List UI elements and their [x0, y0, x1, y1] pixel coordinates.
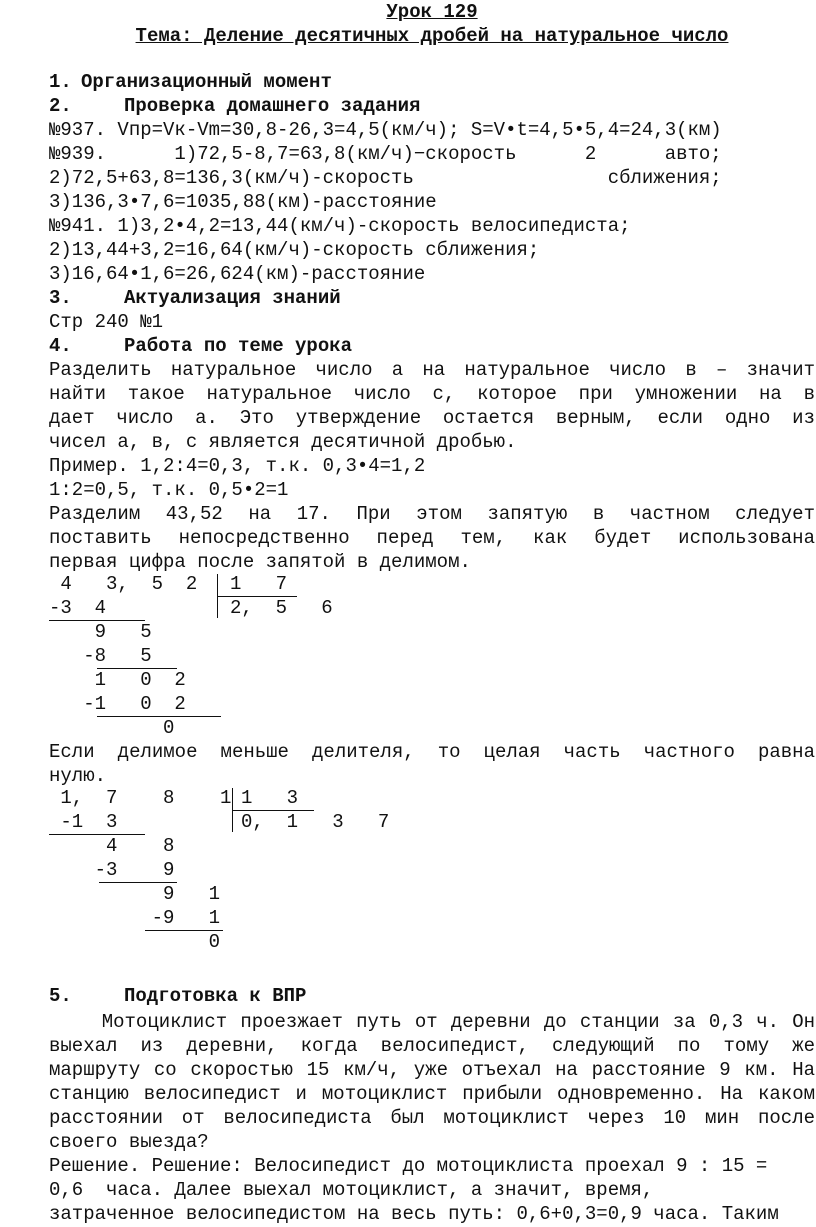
division-row: -3 4	[49, 597, 107, 619]
division-row: -1 0 2	[49, 693, 186, 715]
theory-line: Пример. 1,2:4=0,3, т.к. 0,3•4=1,2	[49, 455, 426, 477]
section-number: 4.	[49, 335, 72, 357]
quotient: 2, 5 6	[230, 597, 333, 619]
homework-line: 3)16,64•1,6=26,624(км)-расстояние	[49, 263, 426, 285]
theory-line: первая цифра после запятой в делимом.	[49, 551, 471, 573]
subtraction-line	[97, 668, 177, 669]
division-row: 4 3, 5 2	[49, 573, 198, 595]
divisor: 1 7	[230, 573, 288, 595]
subtraction-line	[97, 716, 221, 717]
section-label: Актуализация знаний	[124, 287, 341, 309]
subtraction-line	[49, 620, 145, 621]
lesson-topic: Тема: Деление десятичных дробей на натуральное число	[135, 25, 729, 47]
section-number: 2.	[49, 95, 72, 117]
division-row: 0	[49, 717, 175, 739]
solution-line: затраченное велосипедистом на весь путь: 0,6+0,3=0,9 часа. Таким	[49, 1203, 779, 1225]
theory-line: Разделить натуральное число а на натуральное число в – значит	[49, 359, 815, 381]
division-row: -3 9	[49, 859, 175, 881]
task-line: расстоянии от велосипедиста был мотоциклист через 10 мин после	[49, 1107, 815, 1129]
long-division-1	[49, 572, 349, 742]
division-row: 9 1	[49, 883, 221, 905]
division-row: 0	[49, 931, 221, 953]
division-row: 1, 7 8 1	[49, 787, 232, 809]
note-line: Если делимое меньше делителя, то целая часть частного равна	[49, 741, 815, 763]
division-row: -8 5	[49, 645, 152, 667]
theory-line: 1:2=0,5, т.к. 0,5•2=1	[49, 479, 289, 501]
division-bracket-horizontal	[217, 596, 297, 597]
section-label: Организационный момент	[81, 71, 332, 93]
section-number: 1.	[49, 71, 72, 93]
subtraction-line	[49, 834, 145, 835]
theory-line: чисел а, в, с является десятичной дробью.	[49, 431, 517, 453]
homework-line: 2)13,44+3,2=16,64(км/ч)-скорость сближения;	[49, 239, 540, 261]
homework-line: №941. 1)3,2•4,2=13,44(км/ч)-скорость велосипедиста;	[49, 215, 631, 237]
theory-line: поставить непосредственно перед тем, как будет использована	[49, 527, 815, 549]
note-line: нулю.	[49, 765, 107, 787]
quotient: 0, 1 3 7	[241, 811, 390, 833]
task-line: своего выезда?	[49, 1131, 209, 1153]
subtraction-line	[99, 882, 177, 883]
section-label: Работа по теме урока	[124, 335, 353, 357]
division-bracket-horizontal	[232, 810, 314, 811]
section-2-heading	[49, 94, 815, 118]
section-1-heading	[49, 70, 815, 94]
section-label: Подготовка к ВПР	[124, 985, 307, 1007]
theory-line: найти такое натуральное число с, которое при умножении на в	[49, 383, 815, 405]
long-division-2	[49, 786, 409, 956]
homework-line: №939. 1)72,5-8,7=63,8(км/ч)−скорость 2 авто;	[49, 143, 722, 165]
actualization-text: Стр 240 №1	[49, 311, 164, 333]
task-line: станцию велосипедист и мотоциклист прибыли одновременно. На каком	[49, 1083, 815, 1105]
division-row: -1 3	[49, 811, 118, 833]
task-line: Мотоциклист проезжает путь от деревни до станции за 0,3 ч. Он	[49, 1011, 815, 1033]
solution-line: Решение. Решение: Велосипедист до мотоциклиста проехал 9 : 15 =	[49, 1155, 768, 1177]
section-5-heading	[49, 984, 815, 1008]
section-number: 5.	[49, 985, 72, 1007]
lesson-title: Урок 129	[386, 1, 478, 23]
homework-line: №937. Vпр=Vк-Vm=30,8-26,3=4,5(км/ч); S=V•t=4,5•5,4=24,3(км)	[49, 119, 722, 141]
task-line: выехал из деревни, когда велосипедист, следующий по тому же	[49, 1035, 815, 1057]
section-3-heading	[49, 286, 815, 310]
division-row: 1 0 2	[49, 669, 186, 691]
task-line: маршруту со скоростью 15 км/ч, уже отъехал на расстояние 9 км. На	[49, 1059, 815, 1081]
section-label: Проверка домашнего задания	[124, 95, 421, 117]
section-4-heading	[49, 334, 815, 358]
division-row: -9 1	[49, 907, 221, 929]
theory-line: Разделим 43,52 на 17. При этом запятую в частном следует	[49, 503, 815, 525]
division-row: 4 8	[49, 835, 175, 857]
homework-line: 2)72,5+63,8=136,3(км/ч)-скорость сближения;	[49, 167, 722, 189]
homework-line: 3)136,3•7,6=1035,88(км)-расстояние	[49, 191, 437, 213]
section-number: 3.	[49, 287, 72, 309]
subtraction-line	[145, 930, 223, 931]
division-row: 9 5	[49, 621, 152, 643]
theory-line: дает число а. Это утверждение остается верным, если одно из	[49, 407, 815, 429]
divisor: 1 3	[241, 787, 299, 809]
solution-line: 0,6 часа. Далее выехал мотоциклист, а значит, время,	[49, 1179, 654, 1201]
